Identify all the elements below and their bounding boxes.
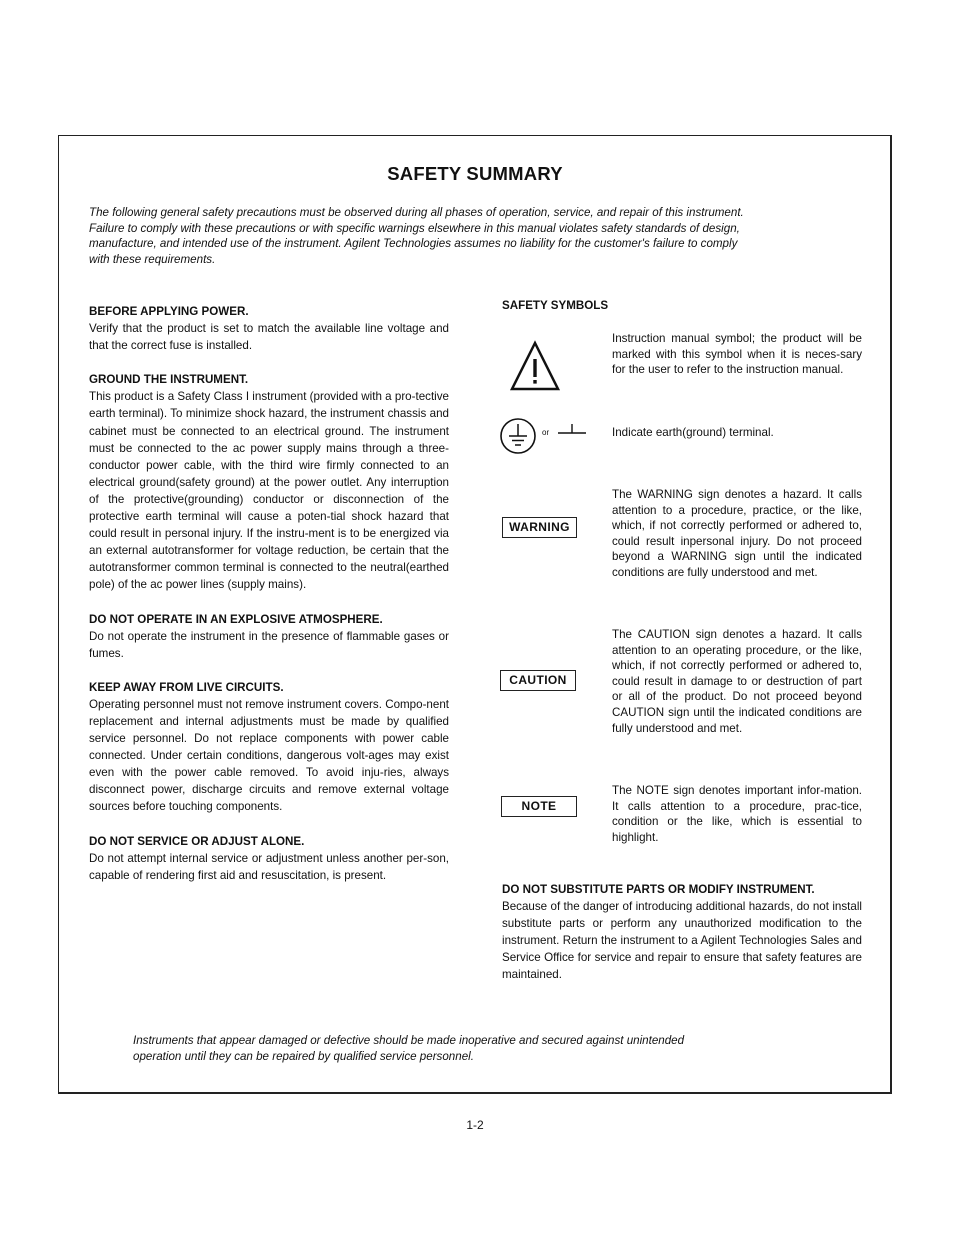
- section-heading: DO NOT SERVICE OR ADJUST ALONE.: [89, 834, 305, 848]
- section-ground: [89, 371, 449, 593]
- intro-paragraph: [89, 205, 809, 267]
- warning-label-box: WARNING: [502, 517, 577, 538]
- earth-ground-icon: [499, 417, 537, 455]
- section-before-power: [89, 303, 449, 354]
- section-heading: DO NOT SUBSTITUTE PARTS OR MODIFY INSTRUMENT.: [502, 883, 815, 896]
- section-live-circuits: [89, 679, 449, 816]
- section-body: Do not operate the instrument in the presence of flammable gases or fumes.: [89, 629, 449, 660]
- warning-text: The WARNING sign denotes a hazard. It calls attention to a procedure, practice, or the like, which, if not correctly performed or adhered to, could result inpersonal injury. Do not proceed beyond a WARNING sign until the indicated conditions are fully understood and met.: [612, 488, 862, 579]
- warning-triangle-icon: [509, 340, 561, 392]
- section-body: Do not attempt internal service or adjustment unless another per-son, capable of rendering first aid and resuscitation, is present.: [89, 851, 449, 882]
- caution-text: The CAUTION sign denotes a hazard. It calls attention to an operating procedure, or the like, which, if not correctly performed or adhered to, could result in damage to or destruction of part or all of the product. Do not proceed beyond CAUTION sign until the indicated conditions are fully understood and met.: [612, 628, 862, 735]
- or-label: or: [542, 428, 550, 437]
- note-label-box: NOTE: [501, 796, 577, 817]
- section-heading: DO NOT OPERATE IN AN EXPLOSIVE ATMOSPHERE.: [89, 612, 383, 626]
- section-substitute-parts: [502, 881, 862, 984]
- section-body: Operating personnel must not remove instrument covers. Compo-nent replacement and internal adjustments must be made by qualified service personnel. Do not replace components with power cable connected. Under certain conditions, dangerous volt-ages may exist even with the power cable removed. To avoid inju-ries, always disconnect power, discharge circuits and remove external voltage sources before touching components.: [89, 697, 449, 814]
- safety-symbols-heading: SAFETY SYMBOLS: [502, 299, 609, 312]
- footer-line: Instruments that appear damaged or defective should be made inoperative and secured against unintended: [133, 1034, 685, 1047]
- note-text: The NOTE sign denotes important infor-mation. It calls attention to a procedure, prac-tice, condition or the like, which is essential to highlight.: [612, 784, 862, 844]
- chassis-ground-icon: [556, 423, 588, 437]
- intro-line: with these requirements.: [89, 252, 216, 266]
- page-number: 1-2: [466, 1118, 484, 1132]
- ground-symbol-text: Indicate earth(ground) terminal.: [612, 426, 774, 439]
- footer-note: [133, 1033, 773, 1064]
- intro-line: The following general safety precautions must be observed during all phases of operation, service, and repair of this instrument.: [89, 206, 744, 219]
- section-service-alone: [89, 833, 449, 884]
- intro-line: Failure to comply with these precautions or with specific warnings elsewhere in this manual violates safety standards of design,: [89, 221, 740, 235]
- section-body: Verify that the product is set to match the available line voltage and that the correct fuse is installed.: [89, 322, 449, 353]
- caution-label-box: CAUTION: [500, 670, 576, 691]
- section-body: Because of the danger of introducing additional hazards, do not install substitute parts or perform any unauthorized modification to the instrument. Return the instrument to a Agilent Technologies Sales and Service Office for service and repair to ensure that safety features are maintained.: [502, 900, 862, 982]
- section-heading: BEFORE APPLYING POWER.: [89, 305, 249, 318]
- page-title: SAFETY SUMMARY: [387, 163, 563, 184]
- section-heading: GROUND THE INSTRUMENT.: [89, 373, 249, 387]
- section-heading: KEEP AWAY FROM LIVE CIRCUITS.: [89, 680, 284, 694]
- intro-line: manufacture, and intended use of the instrument. Agilent Technologies assumes no liability for the customer's failure to comply: [89, 237, 738, 250]
- section-body: This product is a Safety Class I instrument (provided with a pro-tective earth terminal). To minimize shock hazard, the instrument chassis and cabinet must be connected to an electrical ground. The instrument must be connected to the ac power supply mains through a three-conductor power cable, with the third wire firmly connected to an electrical ground(safety ground) at the power outlet. Any interruption of the protective(grounding) conductor or disconnection of the protective earth terminal will cause a poten-tial shock hazard that could result in personal injury. If the instru-ment is to be energized via an external autotransformer for voltage reduction, be certain that the autotransformer common terminal is connected to the neutral(earthed pole) of the ac power lines (supply mains).: [89, 390, 449, 592]
- section-explosive: [89, 611, 449, 662]
- instruction-symbol-text: Instruction manual symbol; the product will be marked with this symbol when it is neces-sary for the user to refer to the instruction manual.: [612, 332, 862, 377]
- footer-line: operation until they can be repaired by qualified service personnel.: [133, 1049, 474, 1063]
- left-column: [89, 303, 449, 901]
